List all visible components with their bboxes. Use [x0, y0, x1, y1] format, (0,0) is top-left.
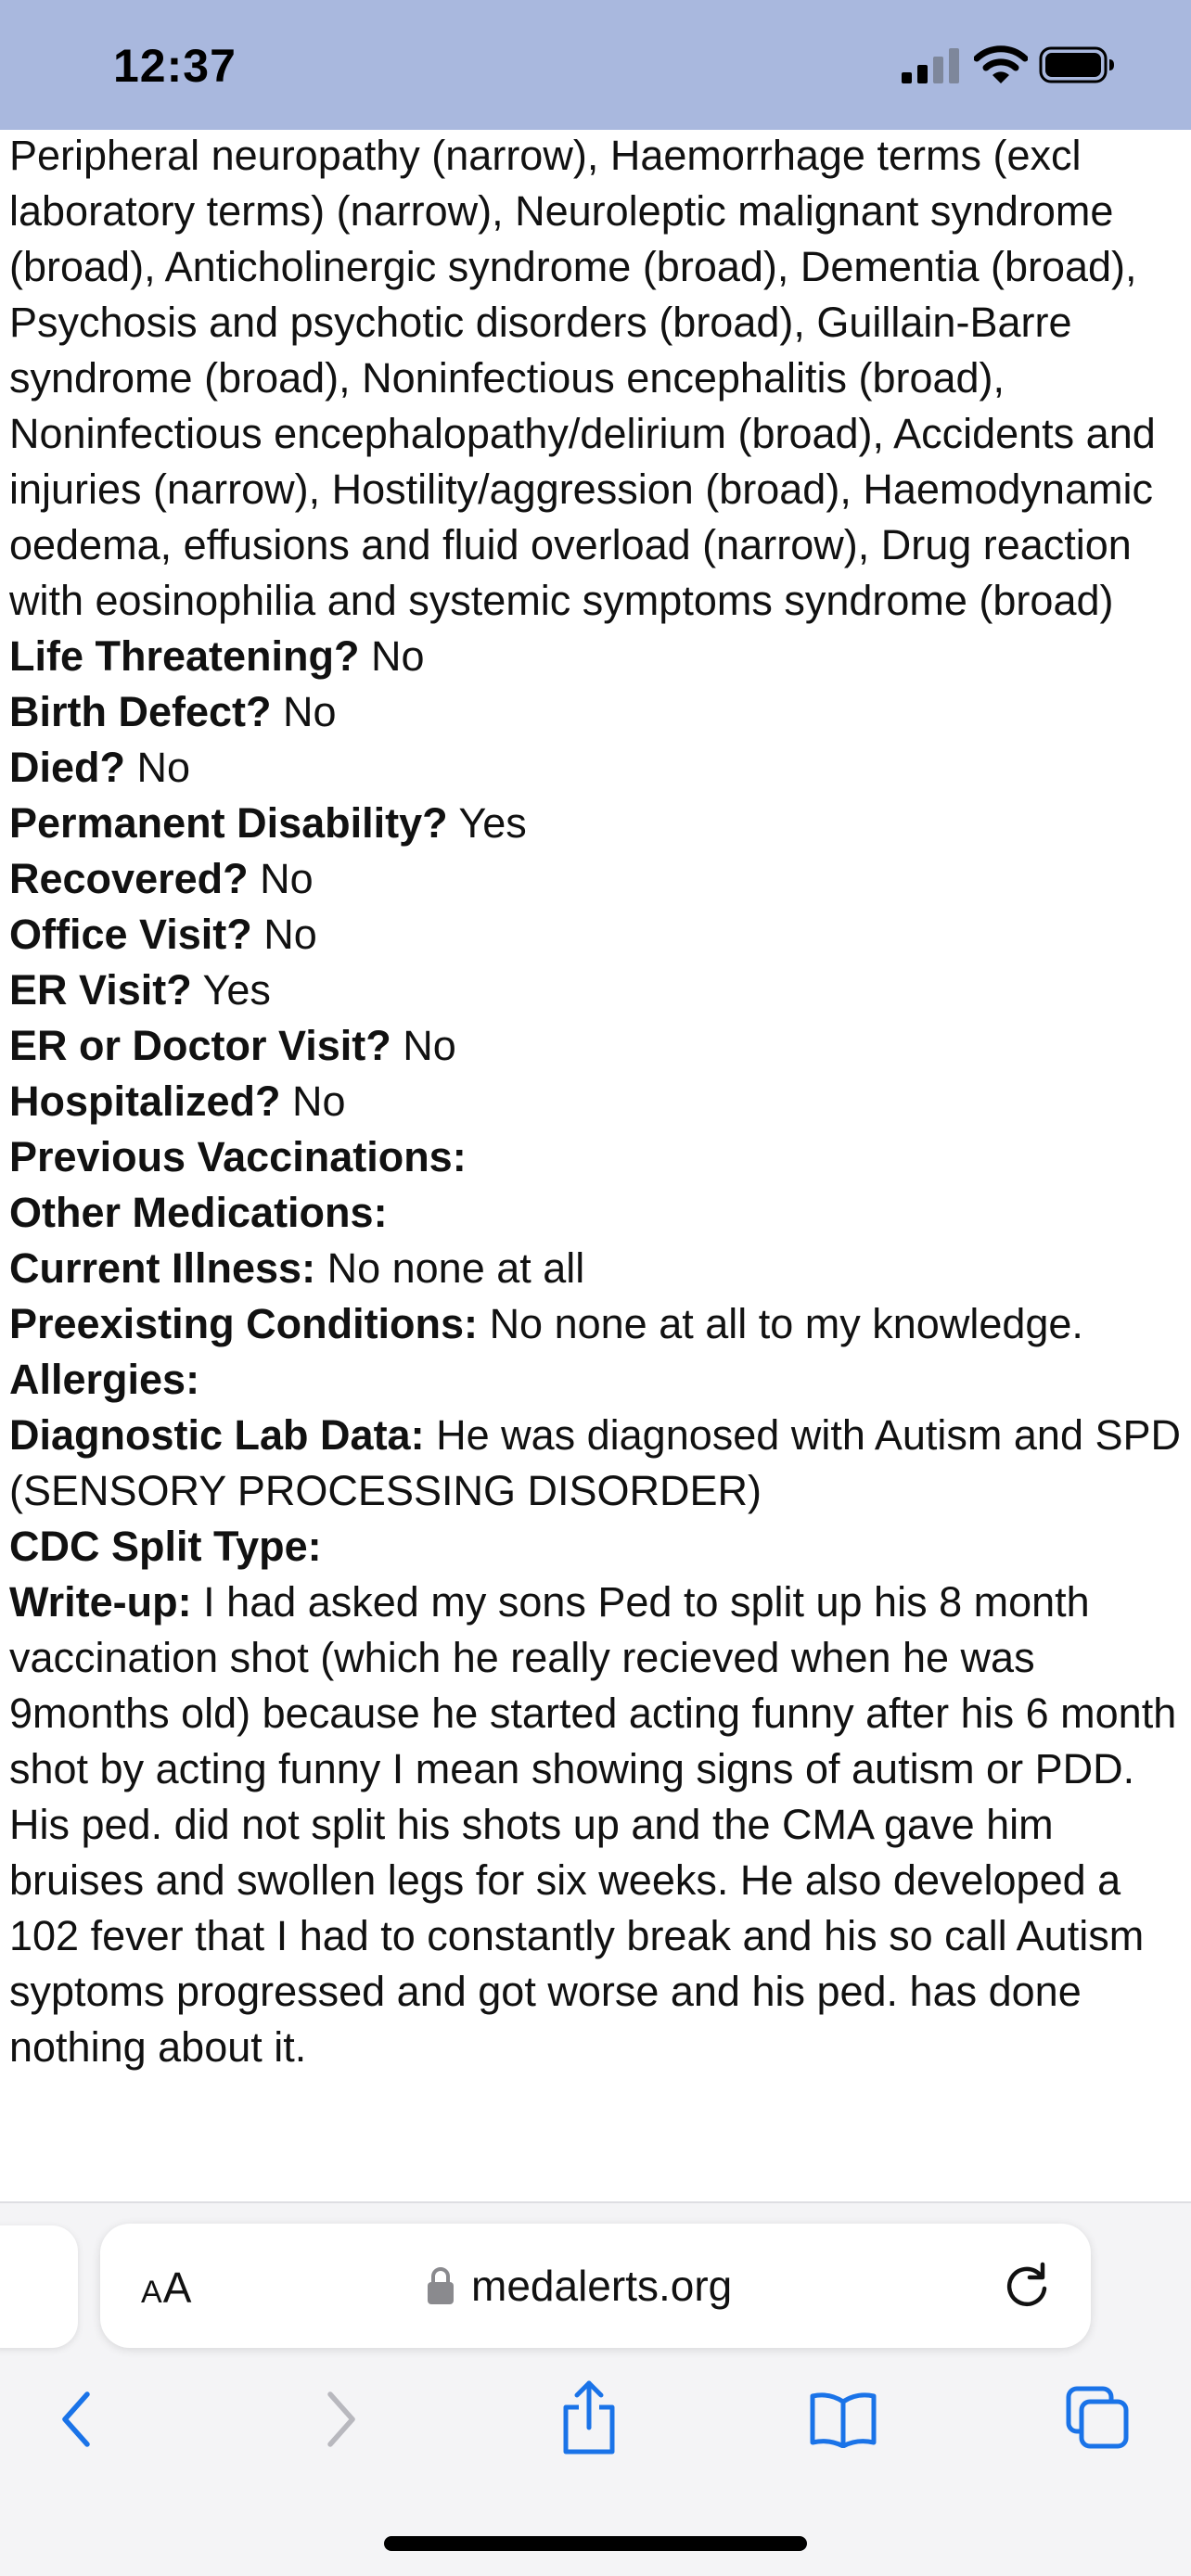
field-er-visit: ER Visit? Yes: [9, 966, 271, 1014]
field-birth-defect: Birth Defect? No: [9, 688, 337, 735]
tabs-icon[interactable]: [1065, 2385, 1130, 2450]
url-text: medalerts.org: [471, 2262, 733, 2310]
field-hospitalized: Hospitalized? No: [9, 1078, 346, 1125]
address-bar[interactable]: [100, 2224, 1091, 2348]
field-office-visit: Office Visit? No: [9, 911, 317, 958]
back-icon[interactable]: [58, 2387, 95, 2452]
field-permanent-disability: Permanent Disability? Yes: [9, 799, 527, 847]
field-write-up: Write-up: I had asked my sons Ped to split up his 8 month vaccination shot (which he really recieved when he was 9months old) because he started acting funny after his 6 month shot by acting funny I mean showing signs of autism or PDD. His ped. did not split his shots up and the CMA gave him bruises and swollen legs for six weeks. He also developed a 102 fever that I had to constantly break and his so call Autism syptoms progressed and got worse and his ped. has done nothing about it.: [9, 1578, 1177, 2071]
field-diagnostic-lab-data: Diagnostic Lab Data: He was diagnosed with Autism and SPD (SENSORY PROCESSING DISORDER): [9, 1411, 1182, 1514]
adverse-event-terms: Peripheral neuropathy (narrow), Haemorrhage terms (excl laboratory terms) (narrow), Neuroleptic malignant syndrome (broad), Anticholinergic syndrome (broad), Dementia (broad), Psychosis and psychotic disorders (broad), Guillain-Barre syndrome (broad), Noninfectious encephalitis (broad), Noninfectious encephalopathy/delirium (broad), Accidents and injuries (narrow), Hostility/aggression (broad), Haemodynamic oedema, effusions and fluid overload (narrow), Drug reaction with eosinophilia and systemic symptoms syndrome (broad): [9, 132, 1156, 624]
wifi-icon: [974, 45, 1028, 85]
share-icon[interactable]: [560, 2379, 618, 2455]
field-current-illness: Current Illness: No none at all: [9, 1244, 585, 1292]
cellular-signal-icon: [902, 48, 959, 83]
forward-icon[interactable]: [323, 2387, 360, 2452]
field-life-threatening: Life Threatening? No: [9, 632, 425, 680]
lock-icon: [427, 2266, 455, 2305]
field-other-medications: Other Medications:: [9, 1189, 388, 1236]
report-content: [9, 128, 1187, 2201]
field-previous-vaccinations: Previous Vaccinations:: [9, 1133, 467, 1180]
field-recovered: Recovered? No: [9, 855, 314, 902]
bookmarks-icon[interactable]: [809, 2391, 877, 2448]
status-time: 12:37: [113, 40, 237, 92]
reader-text-size-button[interactable]: AA: [141, 2264, 193, 2312]
field-cdc-split-type: CDC Split Type:: [9, 1523, 322, 1570]
field-er-or-doctor-visit: ER or Doctor Visit? No: [9, 1022, 456, 1069]
home-indicator: [384, 2536, 807, 2551]
field-preexisting-conditions: Preexisting Conditions: No none at all to my knowledge.: [9, 1300, 1083, 1347]
reload-icon[interactable]: [1000, 2259, 1054, 2313]
field-died: Died? No: [9, 744, 191, 791]
previous-tab-card[interactable]: [0, 2225, 78, 2348]
field-allergies: Allergies:: [9, 1356, 200, 1403]
status-bar: [0, 0, 1191, 130]
battery-icon: [1039, 46, 1115, 83]
url-display[interactable]: [427, 2261, 732, 2311]
